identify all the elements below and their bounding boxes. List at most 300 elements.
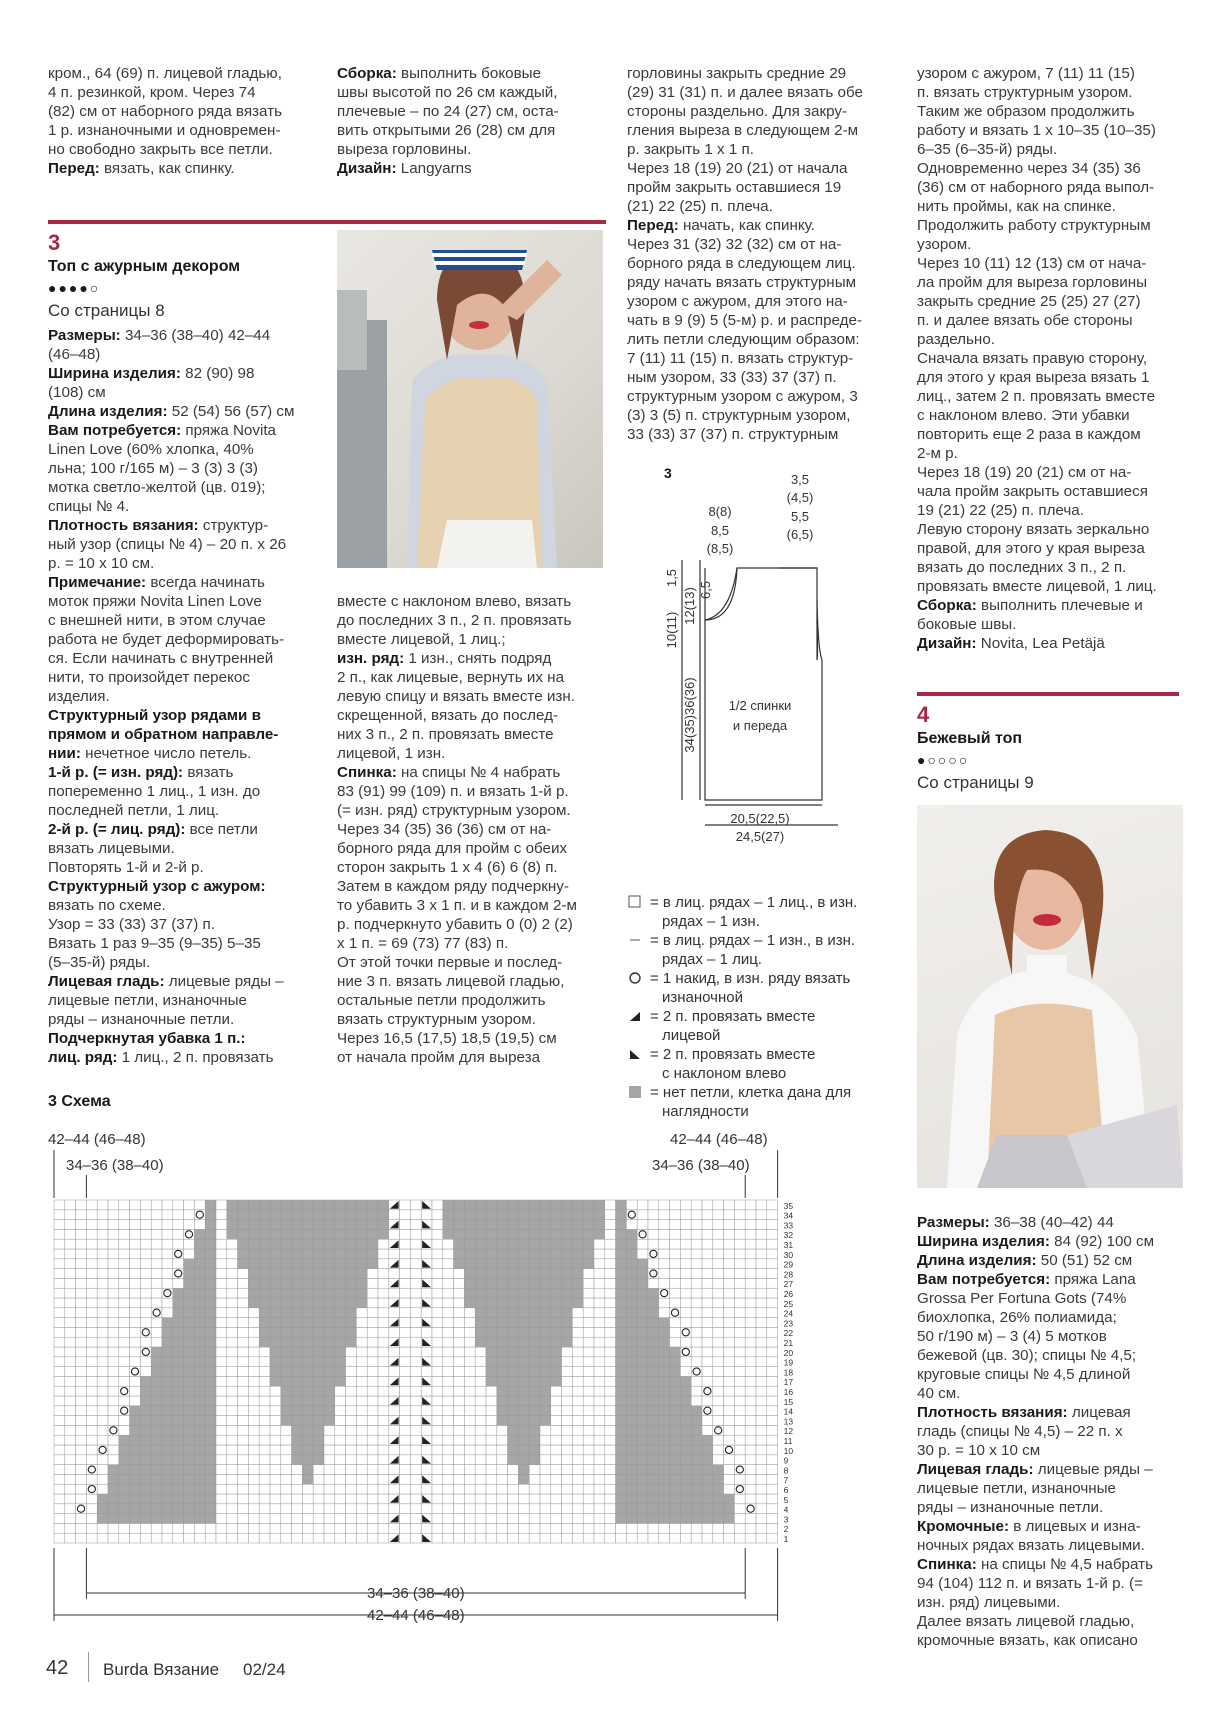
chart-cell [151, 1200, 162, 1210]
chart-cell [259, 1425, 270, 1435]
chart-cell [238, 1376, 249, 1386]
chart-cell [313, 1288, 324, 1298]
chart-cell [378, 1435, 389, 1445]
chart-cell [497, 1386, 508, 1396]
chart-cell [281, 1269, 292, 1279]
chart-cell [248, 1514, 259, 1524]
chart-cell [691, 1416, 702, 1426]
chart-cell [378, 1445, 389, 1455]
bold-label: Размеры: [917, 1214, 990, 1231]
chart-cell [572, 1337, 583, 1347]
chart-cell [378, 1210, 389, 1220]
chart-cell [551, 1298, 562, 1308]
chart-cell [292, 1239, 303, 1249]
chart-cell [238, 1396, 249, 1406]
chart-cell [454, 1220, 465, 1230]
chart-cell [216, 1249, 227, 1259]
chart-cell [205, 1504, 216, 1514]
chart-cell [346, 1514, 357, 1524]
chart-cell [724, 1504, 735, 1514]
chart-cell [724, 1425, 735, 1435]
chart-cell [659, 1367, 670, 1377]
row-number: 30 [783, 1249, 794, 1260]
chart-cell [616, 1455, 627, 1465]
chart-cell [562, 1269, 573, 1279]
chart-cell [734, 1327, 745, 1337]
chart-cell [626, 1455, 637, 1465]
chart-cell [767, 1327, 778, 1337]
chart-cell [421, 1425, 432, 1435]
chart-cell [367, 1435, 378, 1445]
chart-cell [745, 1386, 756, 1396]
chart-cell [745, 1533, 756, 1543]
chart-cell [734, 1523, 745, 1533]
chart-cell [497, 1229, 508, 1239]
chart-cell [54, 1484, 65, 1494]
chart-cell [724, 1318, 735, 1328]
chart-cell [259, 1220, 270, 1230]
chart-cell [734, 1298, 745, 1308]
chart-cell [248, 1200, 259, 1210]
chart-cell [454, 1327, 465, 1337]
chart-cell [637, 1484, 648, 1494]
yarn-over-icon [196, 1211, 203, 1218]
chart-cell [594, 1239, 605, 1249]
chart-cell [313, 1337, 324, 1347]
chart-cell [238, 1210, 249, 1220]
chart-cell [389, 1406, 400, 1416]
chart-cell [324, 1357, 335, 1367]
chart-cell [432, 1210, 443, 1220]
chart-cell [227, 1259, 238, 1269]
chart-cell [713, 1406, 724, 1416]
yarn-over-icon [725, 1446, 732, 1453]
chart-cell [594, 1484, 605, 1494]
chart-cell [756, 1396, 767, 1406]
chart-cell [281, 1474, 292, 1484]
chart-cell [76, 1465, 87, 1475]
chart-cell [400, 1308, 411, 1318]
chart-cell [562, 1494, 573, 1504]
chart-cell [670, 1435, 681, 1445]
chart-cell [54, 1318, 65, 1328]
chart-cell [378, 1396, 389, 1406]
chart-cell [248, 1484, 259, 1494]
chart-cell [540, 1396, 551, 1406]
chart-cell [551, 1533, 562, 1543]
chart-cell [65, 1288, 76, 1298]
chart-cell [216, 1494, 227, 1504]
chart-cell [367, 1220, 378, 1230]
chart-cell [529, 1249, 540, 1259]
chart-cell [518, 1474, 529, 1484]
chart-cell [475, 1337, 486, 1347]
chart-cell [724, 1200, 735, 1210]
chart-cell [508, 1416, 519, 1426]
chart-cell [551, 1465, 562, 1475]
legend-tri-right-icon [628, 1009, 642, 1023]
chart-cell [313, 1435, 324, 1445]
chart-cell [76, 1376, 87, 1386]
chart-cell [605, 1396, 616, 1406]
text-line: пройм закрыть оставшиеся 19 [627, 179, 842, 196]
yarn-over-icon [628, 1211, 635, 1218]
chart-cell [670, 1210, 681, 1220]
chart-cell [475, 1327, 486, 1337]
text-line: вместе лицевой, 1 лиц.; [337, 631, 506, 648]
size-label: 42–44 (46–48) [670, 1131, 768, 1148]
chart-cell [572, 1239, 583, 1249]
chart-cell [194, 1523, 205, 1533]
chart-cell [702, 1200, 713, 1210]
bold-label: Длина изделия: [917, 1252, 1037, 1269]
chart-cell [410, 1445, 421, 1455]
chart-cell [119, 1288, 130, 1298]
chart-cell [572, 1514, 583, 1524]
chart-cell [65, 1504, 76, 1514]
chart-cell [724, 1269, 735, 1279]
chart-cell [529, 1327, 540, 1337]
chart-cell [130, 1229, 141, 1239]
chart-cell [65, 1308, 76, 1318]
row-number: 12 [783, 1426, 794, 1437]
chart-cell [184, 1396, 195, 1406]
bold-label: Длина изделия: [48, 403, 168, 420]
chart-cell [65, 1465, 76, 1475]
chart-cell [432, 1200, 443, 1210]
text-line: х 1 п. = 69 (73) 77 (83) п. [337, 935, 509, 952]
chart-cell [248, 1465, 259, 1475]
chart-cell [691, 1337, 702, 1347]
legend-item [628, 1083, 898, 1121]
chart-cell [724, 1259, 735, 1269]
chart-cell [65, 1494, 76, 1504]
chart-cell [702, 1229, 713, 1239]
chart-cell [432, 1278, 443, 1288]
chart-cell [86, 1259, 97, 1269]
chart-cell [562, 1455, 573, 1465]
bold-label: Вам потребуется: [917, 1271, 1051, 1288]
chart-cell [205, 1347, 216, 1357]
chart-cell [713, 1523, 724, 1533]
chart-cell [767, 1318, 778, 1328]
chart-cell [497, 1514, 508, 1524]
chart-cell [475, 1533, 486, 1543]
chart-cell [378, 1337, 389, 1347]
chart-cell [626, 1347, 637, 1357]
chart-cell [497, 1239, 508, 1249]
chart-cell [238, 1278, 249, 1288]
chart-cell [767, 1308, 778, 1318]
chart-cell [227, 1367, 238, 1377]
chart-cell [648, 1425, 659, 1435]
chart-cell [173, 1386, 184, 1396]
chart-cell [356, 1259, 367, 1269]
chart-cell [216, 1220, 227, 1230]
row-number: 24 [783, 1308, 794, 1319]
chart-cell [130, 1249, 141, 1259]
chart-cell [130, 1386, 141, 1396]
chart-cell [670, 1425, 681, 1435]
chart-cell [313, 1367, 324, 1377]
chart-cell [194, 1249, 205, 1259]
chart-cell [540, 1494, 551, 1504]
chart-cell [378, 1249, 389, 1259]
chart-cell [194, 1347, 205, 1357]
chart-cell [281, 1455, 292, 1465]
text-line: с наклоном влево. Эти убавки [917, 407, 1130, 424]
chart-cell [346, 1504, 357, 1514]
chart-cell [173, 1445, 184, 1455]
chart-cell [324, 1327, 335, 1337]
chart-cell [97, 1239, 108, 1249]
chart-cell [389, 1465, 400, 1475]
chart-cell [454, 1455, 465, 1465]
chart-cell [54, 1327, 65, 1337]
chart-cell [421, 1445, 432, 1455]
svg-text:(4,5): (4,5) [786, 490, 814, 505]
chart-cell [605, 1533, 616, 1543]
chart-cell [443, 1484, 454, 1494]
chart-cell [767, 1425, 778, 1435]
chart-cell [367, 1269, 378, 1279]
legend-text: с наклоном влево [662, 1065, 787, 1082]
text-line: мотка светло-желтой (цв. 019); [48, 479, 266, 496]
chart-cell [184, 1298, 195, 1308]
chart-cell [724, 1494, 735, 1504]
chart-cell [648, 1347, 659, 1357]
chart-cell [346, 1445, 357, 1455]
chart-cell [194, 1367, 205, 1377]
chart-cell [432, 1269, 443, 1279]
chart-cell [767, 1416, 778, 1426]
bold-label: Вам потребуется: [48, 422, 182, 439]
text-line: 19 (21) 22 (25) п. плеча. [917, 502, 1084, 519]
chart-cell [346, 1327, 357, 1337]
chart-cell [378, 1425, 389, 1435]
chart-cell [745, 1327, 756, 1337]
chart-cell [540, 1298, 551, 1308]
chart-cell [605, 1269, 616, 1279]
chart-cell [130, 1298, 141, 1308]
chart-cell [518, 1210, 529, 1220]
chart-cell [562, 1533, 573, 1543]
chart-cell [367, 1288, 378, 1298]
chart-cell [562, 1504, 573, 1514]
chart-cell [151, 1484, 162, 1494]
chart-cell [173, 1337, 184, 1347]
chart-cell [540, 1425, 551, 1435]
chart-cell [292, 1357, 303, 1367]
chart-cell [475, 1249, 486, 1259]
text-line: узором. [917, 236, 972, 253]
legend-text: = 2 п. провязать вместе [650, 1008, 816, 1025]
chart-cell [497, 1376, 508, 1386]
chart-cell [76, 1288, 87, 1298]
chart-cell [54, 1367, 65, 1377]
chart-cell [767, 1406, 778, 1416]
chart-cell [151, 1367, 162, 1377]
chart-cell [432, 1288, 443, 1298]
legend-item [628, 893, 898, 931]
chart-cell [529, 1318, 540, 1328]
text-line: Через 16,5 (17,5) 18,5 (19,5) см [337, 1030, 557, 1047]
chart-cell [313, 1298, 324, 1308]
chart-cell [151, 1239, 162, 1249]
chart-cell [292, 1484, 303, 1494]
chart-cell [151, 1298, 162, 1308]
chart-cell [313, 1269, 324, 1279]
chart-cell [140, 1396, 151, 1406]
chart-cell [302, 1210, 313, 1220]
chart-cell [324, 1269, 335, 1279]
chart-cell [227, 1337, 238, 1347]
chart-cell [356, 1249, 367, 1259]
text-line: для этого у края выреза вязать 1 [917, 369, 1150, 386]
text-line: Grossa Per Fortuna Gots (74% [917, 1290, 1127, 1307]
chart-cell [702, 1269, 713, 1279]
chart-cell [756, 1416, 767, 1426]
chart-cell [302, 1278, 313, 1288]
chart-cell [454, 1308, 465, 1318]
chart-cell [540, 1269, 551, 1279]
chart-cell [238, 1259, 249, 1269]
chart-cell [292, 1318, 303, 1328]
chart-cell [367, 1386, 378, 1396]
chart-cell [410, 1416, 421, 1426]
yarn-over-icon [682, 1329, 689, 1336]
text-line: 2-м р. [917, 445, 958, 462]
chart-cell [724, 1416, 735, 1426]
chart-cell [432, 1298, 443, 1308]
chart-cell [508, 1435, 519, 1445]
chart-cell [378, 1288, 389, 1298]
chart-cell [356, 1298, 367, 1308]
chart-cell [367, 1318, 378, 1328]
chart-cell [184, 1347, 195, 1357]
chart-cell [572, 1259, 583, 1269]
chart-cell [335, 1200, 346, 1210]
chart-cell [259, 1494, 270, 1504]
chart-cell [292, 1347, 303, 1357]
chart-cell [616, 1229, 627, 1239]
chart-cell [486, 1484, 497, 1494]
chart-cell [119, 1278, 130, 1288]
text-line: гления выреза в следующем 2-м [627, 122, 859, 139]
chart-cell [756, 1357, 767, 1367]
chart-cell [140, 1288, 151, 1298]
chart-cell [659, 1249, 670, 1259]
bold-label: Плотность вязания: [917, 1404, 1068, 1421]
chart-cell [227, 1386, 238, 1396]
chart-cell [583, 1386, 594, 1396]
yarn-over-icon [153, 1309, 160, 1316]
text-line: правой, для этого у края выреза [917, 540, 1145, 557]
chart-cell [432, 1396, 443, 1406]
chart-cell [140, 1278, 151, 1288]
chart-cell [227, 1425, 238, 1435]
chart-cell [238, 1445, 249, 1455]
chart-cell [410, 1298, 421, 1308]
chart-cell [130, 1523, 141, 1533]
chart-cell [194, 1435, 205, 1445]
chart-cell [400, 1318, 411, 1328]
chart-cell [227, 1269, 238, 1279]
row-number: 13 [783, 1416, 794, 1427]
chart-cell [443, 1445, 454, 1455]
chart-cell [227, 1347, 238, 1357]
chart-cell [680, 1435, 691, 1445]
chart-cell [551, 1269, 562, 1279]
chart-cell [248, 1416, 259, 1426]
text-line: кром., 64 (69) п. лицевой гладью, [48, 65, 282, 82]
chart-cell [637, 1367, 648, 1377]
chart-cell [97, 1396, 108, 1406]
chart-cell [162, 1396, 173, 1406]
chart-cell [238, 1318, 249, 1328]
chart-cell [119, 1239, 130, 1249]
chart-cell [140, 1465, 151, 1475]
chart-cell [259, 1337, 270, 1347]
chart-cell [745, 1416, 756, 1426]
chart-cell [140, 1386, 151, 1396]
chart-cell [529, 1465, 540, 1475]
chart-cell [65, 1239, 76, 1249]
chart-cell [551, 1249, 562, 1259]
chart-cell [54, 1239, 65, 1249]
chart-cell [367, 1200, 378, 1210]
chart-cell [313, 1308, 324, 1318]
chart-cell [486, 1367, 497, 1377]
chart-cell [421, 1504, 432, 1514]
chart-cell [173, 1435, 184, 1445]
chart-cell [518, 1200, 529, 1210]
chart-cell [648, 1533, 659, 1543]
chart-cell [130, 1239, 141, 1249]
chart-cell [130, 1514, 141, 1524]
chart-cell [637, 1445, 648, 1455]
chart-cell [691, 1308, 702, 1318]
text-line: биохлопка, 26% полиамида; [917, 1309, 1117, 1326]
chart-cell [713, 1239, 724, 1249]
chart-cell [432, 1465, 443, 1475]
row-number: 23 [783, 1318, 794, 1329]
chart-cell [119, 1327, 130, 1337]
chart-cell [281, 1396, 292, 1406]
chart-cell [691, 1455, 702, 1465]
chart-cell [572, 1298, 583, 1308]
text-line: (36) см от наборного ряда выпол- [917, 179, 1155, 196]
chart-cell [302, 1220, 313, 1230]
chart-cell [410, 1455, 421, 1465]
chart-cell [173, 1229, 184, 1239]
chart-cell [529, 1259, 540, 1269]
text-line: 50 г/190 м) – 3 (4) 5 мотков [917, 1328, 1107, 1345]
chart-cell [270, 1288, 281, 1298]
chart-cell [400, 1249, 411, 1259]
chart-cell [324, 1484, 335, 1494]
chart-cell [583, 1259, 594, 1269]
chart-cell [594, 1220, 605, 1230]
chart-cell [335, 1298, 346, 1308]
chart-cell [259, 1327, 270, 1337]
chart-cell [443, 1465, 454, 1475]
chart-cell [518, 1269, 529, 1279]
chart-cell [130, 1210, 141, 1220]
chart-cell [54, 1210, 65, 1220]
chart-cell [216, 1396, 227, 1406]
chart-cell [108, 1269, 119, 1279]
